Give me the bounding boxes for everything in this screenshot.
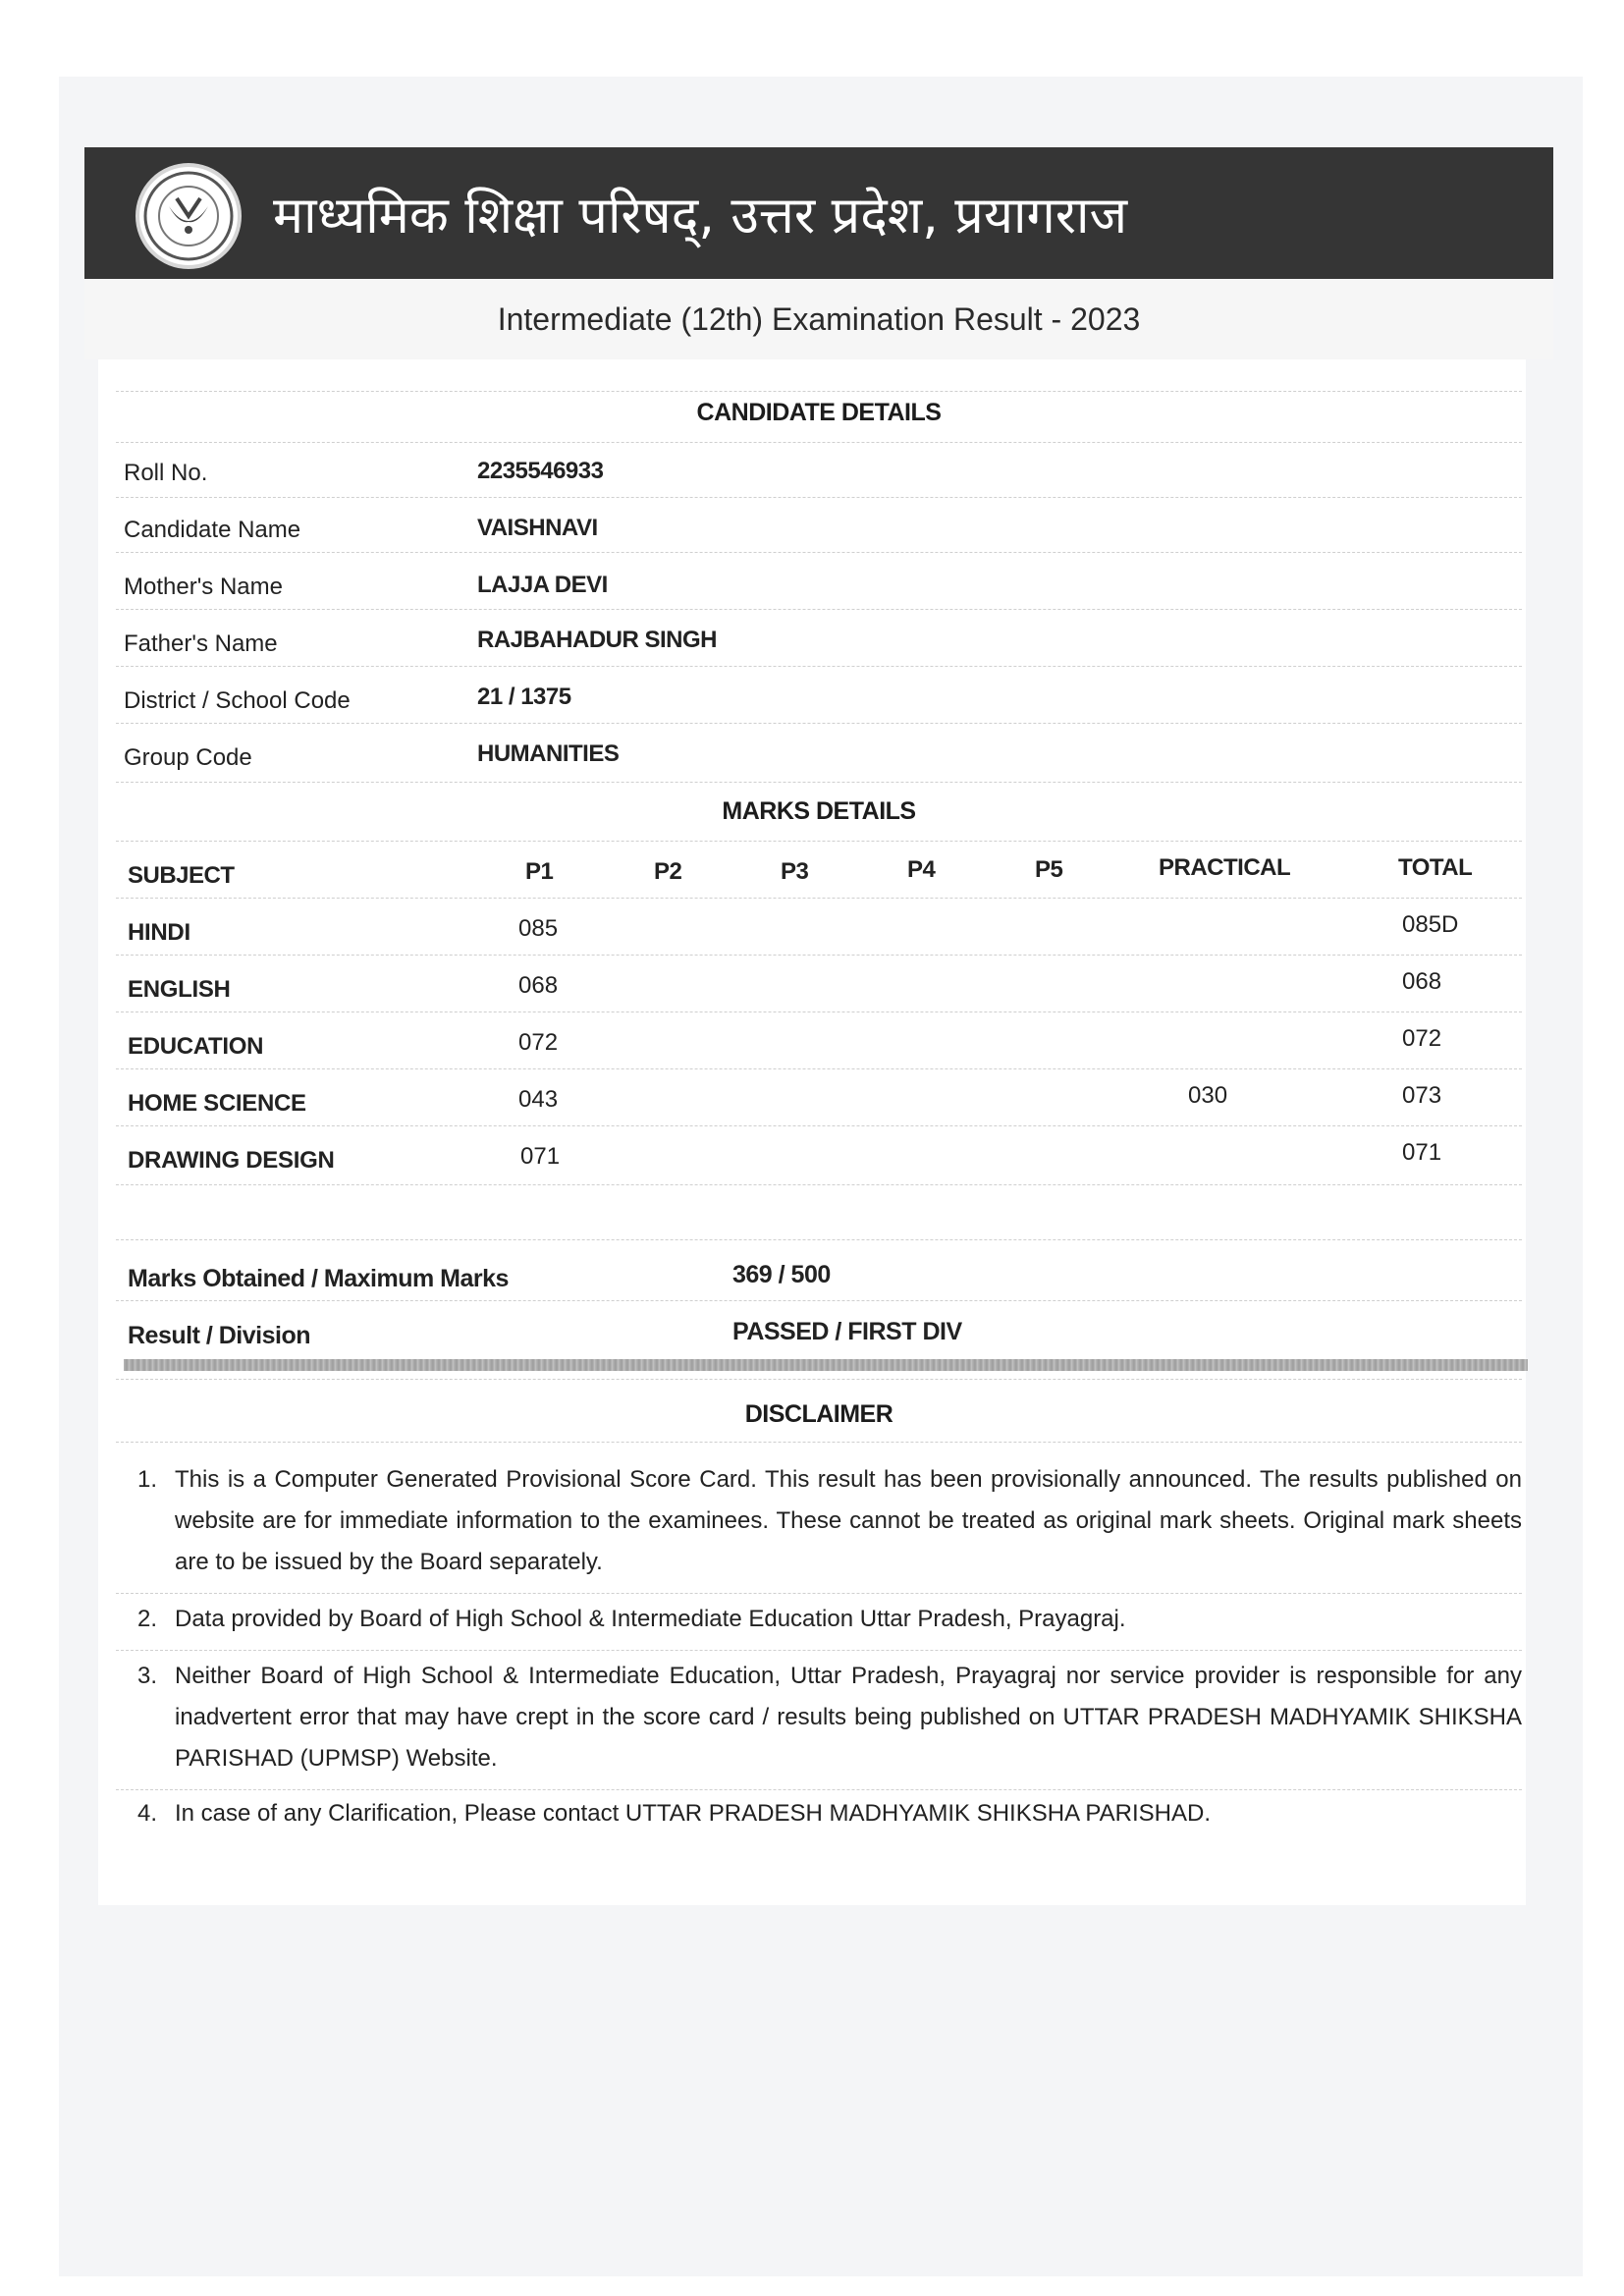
group-code-value: HUMANITIES [477, 740, 620, 767]
candidate-name-label: Candidate Name [124, 517, 301, 543]
marks-obtained-label: Marks Obtained / Maximum Marks [128, 1265, 509, 1292]
divider [116, 1011, 1522, 1012]
divider [116, 1593, 1522, 1594]
mothers-name-value: LAJJA DEVI [477, 572, 608, 598]
district-school-code-label: District / School Code [124, 687, 351, 714]
subject-total: 072 [1402, 1025, 1442, 1052]
result-division-label: Result / Division [128, 1322, 310, 1349]
district-school-code-value: 21 / 1375 [477, 683, 571, 710]
col-p1: P1 [525, 858, 554, 885]
divider [116, 723, 1522, 724]
subject-name: EDUCATION [128, 1033, 264, 1060]
subject-p1: 068 [518, 972, 559, 999]
group-code-label: Group Code [124, 744, 252, 771]
divider [116, 1789, 1522, 1790]
divider [116, 1442, 1522, 1443]
subject-p1: 071 [520, 1143, 561, 1170]
disclaimer-item-number: 3. [137, 1663, 158, 1689]
marks-obtained-value: 369 / 500 [732, 1261, 831, 1288]
separator-bar [124, 1359, 1528, 1371]
subject-total: 085D [1402, 911, 1459, 938]
subject-name: ENGLISH [128, 976, 231, 1003]
disclaimer-heading: DISCLAIMER [744, 1400, 893, 1428]
divider [116, 1068, 1522, 1069]
divider [116, 609, 1522, 610]
disclaimer-item [137, 1459, 1522, 1583]
divider [116, 497, 1522, 498]
candidate-details-heading: CANDIDATE DETAILS [696, 399, 942, 426]
subject-name: HINDI [128, 919, 190, 946]
disclaimer-item-number: 2. [137, 1606, 158, 1632]
col-practical: PRACTICAL [1159, 854, 1291, 881]
col-p3: P3 [781, 858, 809, 885]
col-p5: P5 [1035, 856, 1063, 883]
subject-practical: 030 [1188, 1082, 1228, 1109]
divider [116, 1184, 1522, 1185]
disclaimer-item-number: 4. [137, 1800, 158, 1827]
upmsp-emblem-icon [135, 163, 242, 269]
subject-total: 071 [1402, 1139, 1442, 1166]
candidate-name-value: VAISHNAVI [477, 515, 598, 541]
divider [116, 1300, 1522, 1301]
subject-name: HOME SCIENCE [128, 1090, 306, 1117]
subject-name: DRAWING DESIGN [128, 1147, 335, 1174]
divider [116, 1239, 1522, 1240]
subject-total: 068 [1402, 968, 1442, 995]
col-subject: SUBJECT [128, 862, 235, 889]
disclaimer-item-number: 1. [137, 1466, 158, 1493]
disclaimer-item-text: Data provided by Board of High School & Intermediate Education Uttar Pradesh, Prayagraj. [175, 1606, 1126, 1632]
fathers-name-value: RAJBAHADUR SINGH [477, 627, 718, 653]
divider [116, 552, 1522, 553]
divider [116, 1379, 1522, 1380]
roll-no-value: 2235546933 [477, 458, 604, 484]
disclaimer-item [137, 1599, 1522, 1640]
divider [116, 666, 1522, 667]
mothers-name-label: Mother's Name [124, 574, 283, 600]
divider [116, 1125, 1522, 1126]
subject-total: 073 [1402, 1082, 1442, 1109]
col-p2: P2 [654, 858, 682, 885]
divider [116, 442, 1522, 443]
divider [116, 782, 1522, 783]
subject-p1: 072 [518, 1029, 559, 1056]
disclaimer-item [137, 1793, 1522, 1834]
subject-p1: 043 [518, 1086, 559, 1113]
subject-p1: 085 [518, 915, 559, 942]
disclaimer-item [137, 1656, 1522, 1779]
exam-title: Intermediate (12th) Examination Result - 2023 [497, 301, 1141, 337]
divider [116, 841, 1522, 842]
divider [116, 1650, 1522, 1651]
disclaimer-item-text: This is a Computer Generated Provisional Score Card. This result has been provisionally announced. The results published on website are for immediate information to the examinees. These cannot be treated as original mark sheets. Original mark sheets are to be issued by the Board separately. [175, 1466, 1522, 1575]
fathers-name-label: Father's Name [124, 630, 278, 657]
board-title: माध्यमिक शिक्षा परिषद्, उत्तर प्रदेश, प्रयागराज [273, 187, 1128, 246]
result-division-value: PASSED / FIRST DIV [732, 1318, 962, 1345]
divider [116, 391, 1522, 392]
roll-no-label: Roll No. [124, 460, 208, 486]
col-p4: P4 [907, 856, 936, 883]
disclaimer-item-text: In case of any Clarification, Please contact UTTAR PRADESH MADHYAMIK SHIKSHA PARISHAD. [175, 1800, 1212, 1827]
disclaimer-item-text: Neither Board of High School & Intermediate Education, Uttar Pradesh, Prayagraj nor service provider is responsible for any inadvertent error that may have crept in the score card / results being published on UTTAR PRADESH MADHYAMIK SHIKSHA PARISHAD (UPMSP) Website. [175, 1663, 1522, 1772]
marks-details-heading: MARKS DETAILS [722, 797, 916, 825]
col-total: TOTAL [1398, 854, 1473, 881]
divider [116, 898, 1522, 899]
divider [116, 955, 1522, 956]
